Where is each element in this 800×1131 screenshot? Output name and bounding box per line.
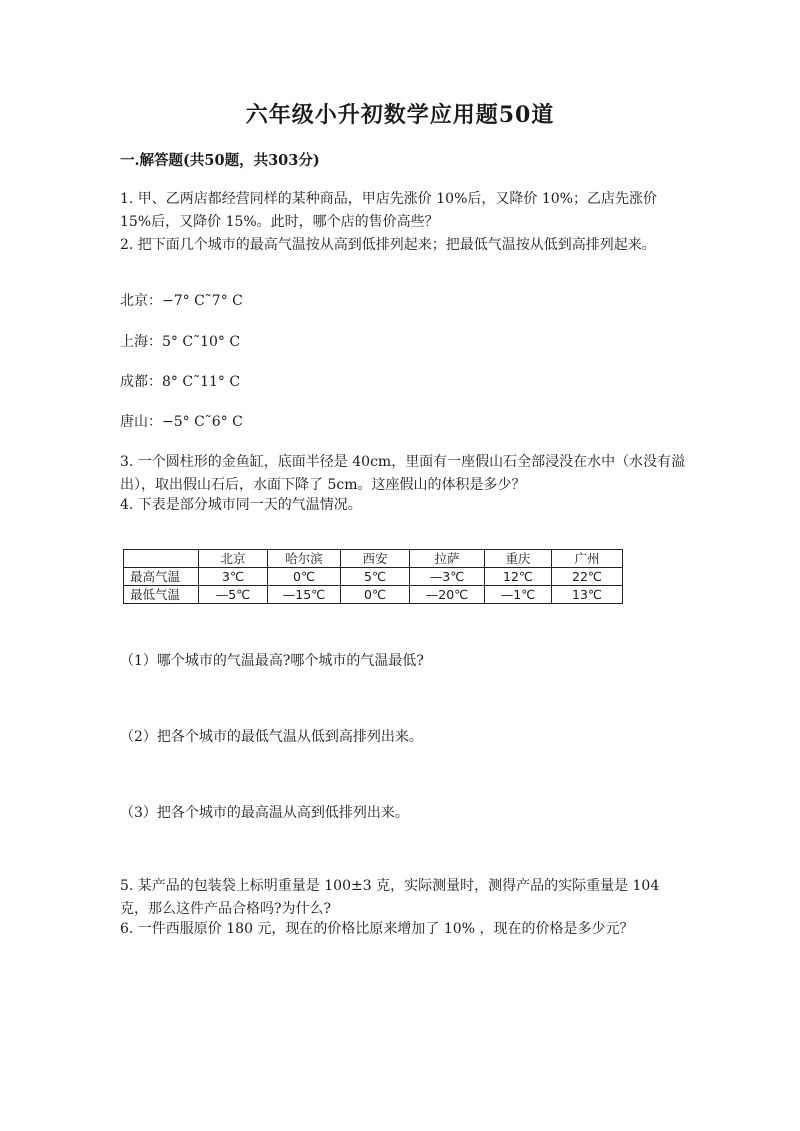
table-cell: —1℃ [485,586,552,604]
table-header-row [124,550,623,568]
city-temp-beijing: 北京：−7° C˜7° C [120,293,243,309]
table-cell: —3℃ [410,568,485,586]
table-row-label: 最高气温 [124,568,199,586]
table-row [124,586,623,604]
table-cell: 12℃ [485,568,552,586]
table-header-cell: 拉萨 [410,550,485,568]
question-4-part-1: （1）哪个城市的气温最高?哪个城市的气温最低? [120,653,424,669]
city-temp-shanghai: 上海：5° C˜10° C [120,334,241,350]
table-header-cell: 西安 [341,550,410,568]
table-header-cell [124,550,199,568]
table-cell: 5℃ [341,568,410,586]
table-cell: —5℃ [199,586,268,604]
section-heading: 一.解答题(共50题，共303分) [120,152,320,169]
table-header-cell: 哈尔滨 [268,550,341,568]
table-row [124,568,623,586]
city-temp-tangshan: 唐山：−5° C˜6° C [120,414,243,430]
table-header-cell: 重庆 [485,550,552,568]
question-1: 1. 甲、乙两店都经营同样的某种商品，甲店先涨价 10%后，又降价 10%；乙店先涨价 15%后，又降价 15%。此时，哪个店的售价高些？ [120,191,657,230]
table-cell: 3℃ [199,568,268,586]
city-temp-chengdu: 成都：8° C˜11° C [120,374,241,390]
question-4-part-2: （2）把各个城市的最低气温从低到高排列出来。 [120,729,423,745]
table-cell: 0℃ [268,568,341,586]
page-title: 六年级小升初数学应用题50道 [245,102,555,128]
question-5: 5. 某产品的包装袋上标明重量是 100±3 克，实际测量时，测得产品的实际重量是 104 克，那么这件产品合格吗?为什么? [120,878,660,917]
temperature-table [123,549,623,604]
table-row-label: 最低气温 [124,586,199,604]
table-header-cell: 广州 [552,550,623,568]
table-cell: —15℃ [268,586,341,604]
question-3: 3. 一个圆柱形的金鱼缸，底面半径是 40cm，里面有一座假山石全部浸没在水中（水没有溢出），取出假山石后，水面下降了 5cm。这座假山的体积是多少？ [120,454,686,493]
table-cell: 13℃ [552,586,623,604]
question-2: 2. 把下面几个城市的最高气温按从高到低排列起来；把最低气温按从低到高排列起来。 [120,237,656,253]
table-cell: 22℃ [552,568,623,586]
question-6: 6. 一件西服原价 180 元，现在的价格比原来增加了 10% ，现在的价格是多少元？ [120,921,634,937]
table-cell: 0℃ [341,586,410,604]
question-4-part-3: （3）把各个城市的最高温从高到低排列出来。 [120,805,409,821]
table-header-cell: 北京 [199,550,268,568]
question-4: 4. 下表是部分城市同一天的气温情况。 [120,497,362,513]
table-cell: —20℃ [410,586,485,604]
